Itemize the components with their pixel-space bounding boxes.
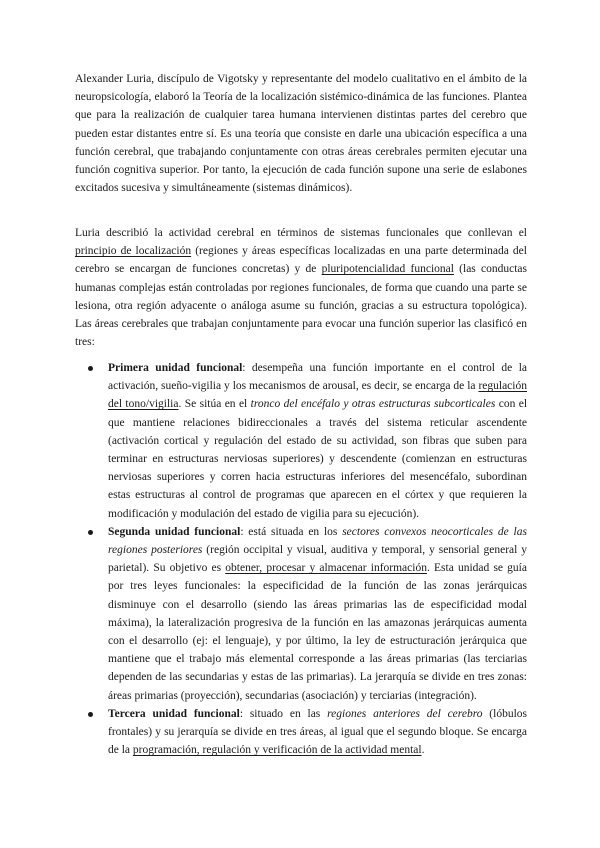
unit-text: (región occipital y visual, auditiva y temporal, y sensorial general y parietal). Su objetivo es <box>108 544 527 575</box>
list-item-second-unit <box>75 523 527 705</box>
unit-underlined-term: obtener, procesar y almacenar información <box>225 562 427 575</box>
unit-italic-term: tronco del encéfalo y otras estructuras subcorticales <box>250 398 496 411</box>
bullet-icon <box>88 530 93 535</box>
luria-systems-paragraph <box>75 224 527 351</box>
unit-text: . Esta unidad se guía por tres leyes funcionales: la especificidad de la función de las zonas jerárquicas disminuye con el desarrollo (siendo las áreas primarias las de especificidad modal máxima), la lateralización progresiva de la función en las amazonas jerárquicas aumenta con el desarrollo (ej: el lenguaje), y por último, la ley de estructuración jerárquica que mantiene que el trabajo más elemental corresponde a las áreas primarias (las terciarias dependen de las secundarias y estas de las primarias). La jerarquía se divide en tres zonas: áreas primarias (proyección), secundarias (asociación) y terciarias (integración). <box>108 562 527 702</box>
unit-title: Primera unidad funcional <box>108 362 243 374</box>
unit-text: . <box>421 744 425 757</box>
unit-text: : situado en las <box>239 707 328 720</box>
list-item-third-unit <box>75 705 527 760</box>
unit-title: Segunda unidad funcional <box>108 525 241 538</box>
list-item-first-unit <box>75 359 527 523</box>
intro-paragraph: Alexander Luria, discípulo de Vigotsky y representante del modelo cualitativo en el ámbito de la neuropsicología, elaboró la Teoría de la localización sistémico-dinámica de las funciones. Plantea que para la realización de cualquier tarea humana intervienen distintas partes del cerebro que pueden estar distantes entre sí. Es una teoría que consiste en darle una ubicación específica a una función cerebral, que trabajando conjuntamente con otras áreas cerebrales permiten ejecutar una función cognitiva superior. Por tanto, la ejecución de cada función supone una serie de eslabones excitados sucesiva y simultáneamente (sistemas dinámicos). <box>75 73 527 195</box>
paragraph-text: Luria describió la actividad cerebral en términos de sistemas funcionales que conllevan el <box>75 227 527 239</box>
unit-text: : está situada en los <box>240 525 343 538</box>
unit-underlined-term: programación, regulación y verificación de la actividad mental <box>132 744 422 757</box>
bullet-icon <box>88 366 93 371</box>
unit-text: : desempeña una función importante en el control de la activación, sueño-vigilia y los mecanismos de arousal, es decir, se encarga de la <box>108 362 528 393</box>
unit-italic-term: regiones anteriores del cerebro <box>327 707 483 720</box>
unit-italic-term: sectores convexos neocorticales de las regiones posteriores <box>108 525 527 557</box>
principle-localization-term: principio de localización <box>75 245 192 258</box>
unit-text: (lóbulos frontales) y su jerarquía se divide en tres áreas, al igual que el segundo bloque. Se encarga de la <box>108 707 527 757</box>
bullet-icon <box>88 712 93 717</box>
paragraph-text: (regiones y áreas específicas localizadas en una parte determinada del cerebro se encargan de funciones concretas) y de <box>75 245 527 276</box>
unit-underlined-term: regulación del tono/vigilia <box>108 380 527 411</box>
paragraph-text: (las conductas humanas complejas están controladas por regiones funcionales, de forma que cuando una parte se lesiona, otra región adyacente o análoga asume su función, gracias a su estructura topológica). Las áreas cerebrales que trabajan conjuntamente para evocar una función superior las clasificó en tres: <box>75 263 527 349</box>
functional-units-list <box>75 359 527 759</box>
unit-text: . Se sitúa en el <box>178 398 251 411</box>
unit-text: con el que mantiene relaciones bidireccionales a través del sistema reticular ascendente (activación cortical y regulación del estado de su actividad, son fibras que suben para terminar en estructuras nerviosas superiores) y descendente (comienzan en estructuras nerviosas superiores y corren hacia estructuras inferiores del mesencéfalo, subordinan estas estructuras al control de programas que aparecen en el córtex y que requieren la modificación y modulación del estado de vigilia para su ejecución). <box>108 398 528 520</box>
pluripotentiality-term: pluripotencialidad funcional <box>321 263 454 276</box>
unit-title: Tercera unidad funcional <box>108 707 240 720</box>
